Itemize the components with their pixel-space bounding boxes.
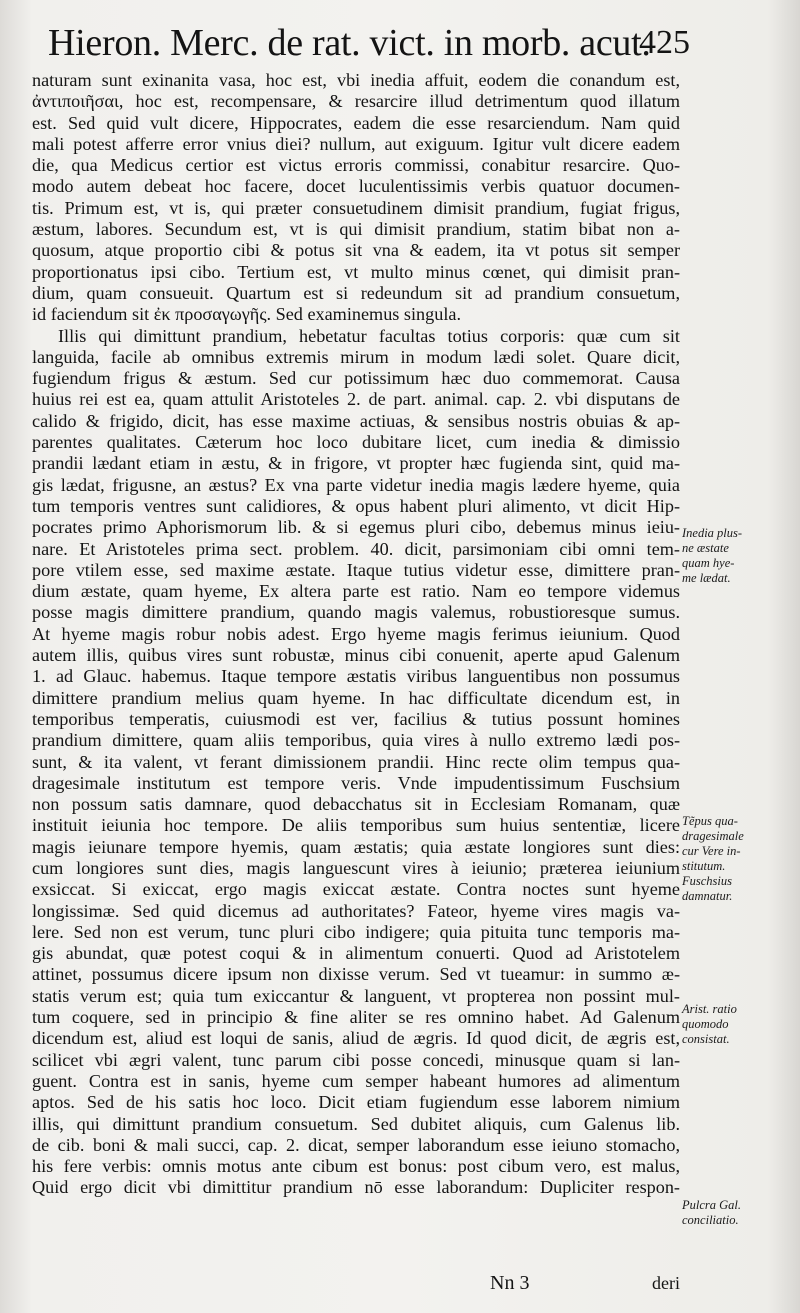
- text-line: 1. ad Glauc. habemus. Itaque tempore æstatis viribus languentibus non possumus: [32, 666, 680, 687]
- text-line: illis, qui dimittunt prandium consuetum. Sed dubitet aliquis, cum Galenus lib.: [32, 1113, 680, 1134]
- page-header: [40, 18, 690, 68]
- text-line: gis abundat, quæ potest coqui & in alimentum conuerti. Quod ad Aristotelem: [32, 943, 680, 964]
- text-line: Quid ergo dicit vbi dimittitur prandium nō esse laborandum: Dupliciter respon-: [32, 1177, 680, 1198]
- text-line: non possum satis damnare, quod debacchatus sit in Ecclesiam Romanam, quæ: [32, 794, 680, 815]
- text-body: [32, 70, 680, 1199]
- text-line: id faciendum sit ἐκ προσαγωγῆς. Sed examinemus singula.: [32, 304, 461, 325]
- marginal-note-line: quomodo: [682, 1017, 729, 1031]
- text-line: autem illis, quibus vires sunt robustæ, minus cibi conuenit, aperte apud Galenum: [32, 645, 680, 666]
- text-line: statis verum est; quia tum exiccantur & languent, vt propterea non possint mul-: [32, 985, 680, 1006]
- marginal-note: [682, 526, 792, 586]
- catchword: deri: [652, 1273, 680, 1293]
- marginal-note-line: stitutum.: [682, 859, 726, 873]
- text-line: dicendum est, aliud est loqui de sanis, aliud de ægris. Id quod dicit, de ægris est,: [32, 1028, 680, 1049]
- text-line: lere. Sed non est verum, tunc pluri cibo indigere; quia pituita tunc temporis ma-: [32, 921, 680, 942]
- text-line: pocrates primo Aphorismorum lib. & si egemus pluri cibo, debemus minus ieiu-: [32, 517, 680, 538]
- text-line: parentes qualitates. Cæterum hoc loco dubitare licet, cum inedia & dimissio: [32, 432, 680, 453]
- text-line: est. Sed quid vult dicere, Hippocrates, eadem die esse resarciendum. Nam quid: [32, 112, 680, 133]
- text-line: prandii lædant etiam in æstu, & in frigore, vt propter hæc fugienda sint, quid ma-: [32, 453, 680, 474]
- marginal-note: [682, 1002, 792, 1047]
- marginal-note-line: dragesimale: [682, 829, 744, 843]
- text-line: languida, facile ab omnibus extremis mirum in modum lædi solet. Quare dicit,: [32, 346, 680, 367]
- text-line: die, qua Medicus certior est victus erroris commissi, conabitur resarcire. Quo-: [32, 155, 680, 176]
- text-line: cum longiores sunt dies, magis languescunt vires à ieiunio; præterea ieiunium: [32, 857, 680, 878]
- text-line: quosum, atque proportio cibi & potus sit vna & eadem, ita vt potus sit semper: [32, 240, 680, 261]
- text-line: calido & frigido, dicit, has esse maxime actiuas, & sensibus nostris obuias & ap-: [32, 410, 680, 431]
- text-line: de cib. boni & mali succi, cap. 2. dicat, semper laborandum esse ieiuno stomacho,: [32, 1134, 680, 1155]
- text-line: mali potest afferre error vnius diei? nullum, aut exiguum. Igitur vult dicere eadem: [32, 133, 680, 154]
- text-line: naturam sunt exinanita vasa, hoc est, vbi inedia affuit, eodem die conandum est,: [32, 70, 680, 90]
- text-line: æstum, labores. Secundum est, vt is qui dimisit prandium, statim bibat non a-: [32, 219, 680, 240]
- text-line: pore vtilem esse, sed maxime æstate. Itaque tutius videtur esse, dimittere pran-: [32, 559, 680, 580]
- running-title: Hieron. Merc. de rat. vict. in morb. acut.: [48, 22, 651, 64]
- marginal-note-line: Tẽpus qua-: [682, 814, 738, 828]
- marginal-note-line: Pulcra Gal.: [682, 1198, 742, 1212]
- marginal-note-line: Arist. ratio: [682, 1002, 737, 1016]
- text-line: tum coquere, sed in principio & fine aliter se res omnino habet. Ad Galenum: [32, 1007, 680, 1028]
- text-line: modo autem debeat hoc facere, docet luculentissimis verbis quatuor documen-: [32, 176, 680, 197]
- marginal-note-line: Inedia plus-: [682, 526, 743, 540]
- marginal-note-line: me lædat.: [682, 571, 731, 585]
- signature-mark: Nn 3: [490, 1272, 530, 1294]
- text-line: dimittere prandium melius quam hyeme. In hac difficultate dicendum est, in: [32, 687, 680, 708]
- text-line: Illis qui dimittunt prandium, hebetatur facultas totius corporis: quæ cum sit: [58, 325, 680, 346]
- marginal-note: [682, 814, 792, 904]
- text-line: gis lædat, frigusne, an æstus? Ex vna parte videtur inedia magis lædere hyeme, quia: [32, 474, 680, 495]
- marginal-note: [682, 1198, 792, 1228]
- text-line: ἀντιποιῆσαι, hoc est, recompensare, & resarcire illud detrimentum quod illatum: [32, 91, 680, 112]
- marginal-note-line: consistat.: [682, 1032, 730, 1046]
- text-line: At hyeme magis robur nobis adest. Ergo hyeme magis ferimus ieiunium. Quod: [32, 623, 680, 644]
- marginal-note-line: cur Vere in-: [682, 844, 741, 858]
- page-footer: [32, 1268, 680, 1298]
- text-line: guent. Contra est in sanis, hyeme cum semper habeant humores ad alimentum: [32, 1070, 680, 1091]
- text-line: fugiendum frigus & æstum. Sed cur potissimum hæc duo commemorat. Causa: [32, 368, 680, 389]
- text-line: attinet, possumus dicere ipsum non dixisse verum. Sed vt tueamur: in summo æ-: [32, 964, 680, 985]
- text-line: temporibus temperatis, cuiusmodi est ver, facilius & tutius possunt homines: [32, 708, 680, 729]
- text-line: longissimæ. Sed quid dicemus ad authoritates? Fateor, hyeme vires magis va-: [32, 900, 680, 921]
- text-line: proportionatus ipsi cibo. Tertium est, vt multo minus cœnet, qui dimisit pran-: [32, 261, 680, 282]
- text-line: magis ieiunare tempore hyemis, quam æstatis; quia æstate longiores sunt dies:: [32, 836, 680, 857]
- text-line: his fere verbis: omnis motus ante cibum est bonus: post cibum vero, est malus,: [32, 1156, 680, 1177]
- text-line: exsiccat. Si exiccat, ergo magis exiccat æstate. Contra noctes sunt hyeme: [32, 879, 680, 900]
- marginal-note-line: Fuschsius: [682, 874, 732, 888]
- text-line: prandium dimittere, quam aliis temporibus, quia vires à nullo extremo lædi pos-: [32, 730, 680, 751]
- marginal-note-line: ne æstate: [682, 541, 729, 555]
- marginal-note-line: damnatur.: [682, 889, 733, 903]
- text-line: tum temporis ventres sunt calidiores, & opus habent pluri alimento, vt dicit Hip-: [32, 495, 680, 516]
- text-line: dragesimale institutum est tempore veris. Vnde impudentissimum Fuschsium: [32, 772, 680, 793]
- marginal-note-line: quam hye-: [682, 556, 735, 570]
- text-line: sunt, & ita valent, vt ferant dimissionem prandii. Hinc recte olim tempus qua-: [32, 751, 680, 772]
- text-line: huius rei est ea, quam attulit Aristoteles 2. de part. animal. cap. 2. vbi disputans de: [32, 389, 680, 410]
- text-line: nare. Et Aristoteles prima sect. problem. 40. dicit, parsimoniam cibi omni tem-: [32, 538, 680, 559]
- marginal-note-line: conciliatio.: [682, 1213, 739, 1227]
- text-line: posse magis dimittere prandium, quando magis valemus, robustioresque sumus.: [32, 602, 680, 623]
- text-line: scilicet vbi ægri valent, tunc parum cibi posse concedi, minusque quam si lan-: [32, 1049, 680, 1070]
- text-line: tis. Primum est, vt is, qui præter consuetudinem dimisit prandium, fugiat frigus,: [32, 197, 680, 218]
- text-line: dium, quam consueuit. Quartum est si redeundum sit ad prandium consuetum,: [32, 282, 680, 303]
- text-line: instituit ieiunia hoc tempore. De aliis temporibus sum huius sententiæ, licere: [32, 815, 680, 836]
- folio-number: 425: [639, 24, 690, 61]
- text-line: aptos. Sed de his satis hoc loco. Dicit etiam fugiendum esse laborem nimium: [32, 1092, 680, 1113]
- text-line: dium æstate, quam hyeme, Ex altera parte est ratio. Nam eo tempore videmus: [32, 581, 680, 602]
